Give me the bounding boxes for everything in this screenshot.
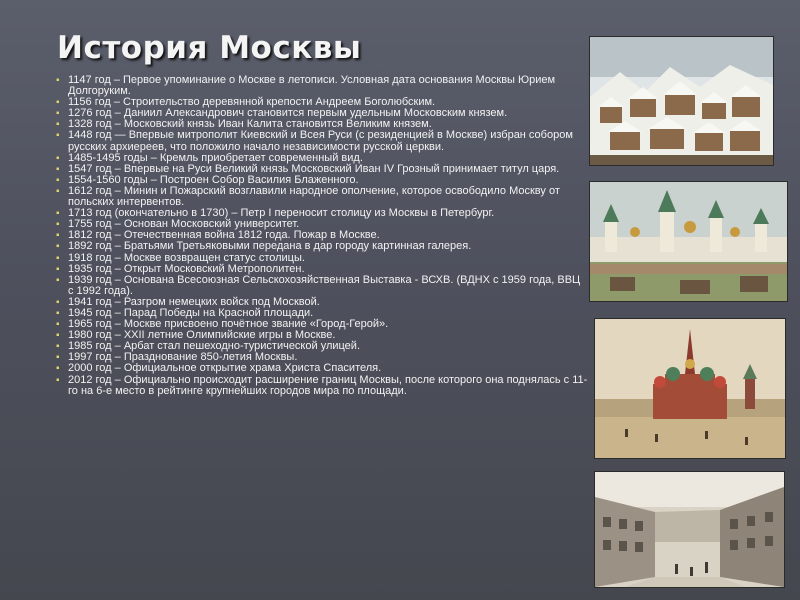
list-item <box>56 75 588 97</box>
list-item <box>56 241 588 252</box>
event-text: 1945 год – Парад Победы на Красной площади. <box>68 306 314 319</box>
bullet-icon: ▪ <box>56 352 60 364</box>
event-text: 2012 год – Официально происходит расширение границ Москвы, после которого она поднялась с 11-го на 6-е место в рейтинге крупнейших городов мира по площади. <box>68 373 588 397</box>
bullet-icon: ▪ <box>56 241 60 253</box>
event-text: 1892 год – Братьями Третьяковыми передана в дар городу картинная галерея. <box>68 240 472 253</box>
bullet-icon: ▪ <box>56 330 60 342</box>
event-text: 1612 год – Минин и Пожарский возглавили народное ополчение, которое освободило Москву от польских интервентов. <box>68 184 560 209</box>
bullet-icon: ▪ <box>56 174 60 186</box>
event-text: 1547 год – Впервые на Руси Великий князь Московский Иван IV Грозный принимает титул царя. <box>68 162 560 175</box>
event-text: 1755 год – Основан Московский университет. <box>68 218 300 231</box>
bullet-icon: ▪ <box>56 252 60 264</box>
bullet-icon: ▪ <box>56 219 60 231</box>
event-text: 1147 год – Первое упоминание о Москве в летописи. Условная дата основания Москвы Юрием Долгоруким. <box>68 74 556 98</box>
st-basils-cathedral-painting <box>594 318 786 459</box>
event-text: 1713 год (окончательно в 1730) – Петр I переносит столицу из Москвы в Петербург. <box>68 207 495 220</box>
bullet-icon: ▪ <box>56 163 60 175</box>
event-text: 1485-1495 годы – Кремль приобретает современный вид. <box>68 151 363 164</box>
bullet-icon: ▪ <box>56 230 60 242</box>
list-item <box>56 186 588 208</box>
event-text: 1812 год – Отечественная война 1812 года. Пожар в Москве. <box>68 229 380 242</box>
bullet-icon: ▪ <box>56 296 60 308</box>
bullet-icon: ▪ <box>56 97 60 109</box>
event-text: 1448 год — Впервые митрополит Киевский и Всея Руси (с резиденцией в Москве) избран собором русских архиереев, что положило начало независимости русской церкви. <box>68 129 573 153</box>
kremlin-painting <box>589 181 788 302</box>
event-text: 1980 год – XXII летние Олимпийские игры в Москве. <box>68 329 336 342</box>
list-item <box>56 130 588 152</box>
bullet-icon: ▪ <box>56 108 60 120</box>
old-moscow-street-photo <box>594 471 785 588</box>
bullet-icon: ▪ <box>56 363 60 375</box>
event-text: 1997 год – Празднование 850-летия Москвы. <box>68 351 298 364</box>
bullet-icon: ▪ <box>56 152 60 164</box>
event-text: 1328 год – Московский князь Иван Калита становится Великим князем. <box>68 118 432 131</box>
bullet-icon: ▪ <box>56 307 60 319</box>
bullet-icon: ▪ <box>56 274 60 286</box>
slide-title: История Москвы <box>57 30 362 66</box>
list-item <box>56 375 588 397</box>
event-text: 1965 год – Москве присвоено почётное звание «Город-Герой». <box>68 318 389 331</box>
bullet-icon: ▪ <box>56 374 60 386</box>
event-text: 1941 год – Разгром немецких войск под Москвой. <box>68 295 320 308</box>
bullet-icon: ▪ <box>56 341 60 353</box>
winter-wooden-moscow-painting <box>589 36 774 166</box>
bullet-icon: ▪ <box>56 130 60 142</box>
list-item <box>56 253 588 264</box>
bullet-icon: ▪ <box>56 119 60 131</box>
event-text: 1156 год – Строительство деревянной крепости Андреем Боголюбским. <box>68 96 436 109</box>
list-item <box>56 275 588 297</box>
list-item <box>56 363 588 374</box>
event-text: 1985 год – Арбат стал пешеходно-туристической улицей. <box>68 340 361 353</box>
event-text: 1935 год – Открыт Московский Метрополитен. <box>68 262 305 275</box>
bullet-icon: ▪ <box>56 263 60 275</box>
event-text: 1276 год – Даниил Александрович становится первым удельным Московским князем. <box>68 107 508 120</box>
bullet-icon: ▪ <box>56 319 60 331</box>
event-text: 1939 год – Основана Всесоюзная Сельскохозяйственная Выставка - ВСХВ. (ВДНХ с 1959 года, ВВЦ с 1992 года). <box>68 273 581 297</box>
bullet-icon: ▪ <box>56 185 60 197</box>
bullet-icon: ▪ <box>56 208 60 220</box>
event-text: 1554-1560 годы – Построен Собор Василия Блаженного. <box>68 173 359 186</box>
bullet-icon: ▪ <box>56 75 60 86</box>
event-text: 2000 год – Официальное открытие храма Христа Спасителя. <box>68 362 382 375</box>
event-text: 1918 год – Москве возвращен статус столицы. <box>68 251 305 264</box>
timeline-list <box>56 75 588 397</box>
